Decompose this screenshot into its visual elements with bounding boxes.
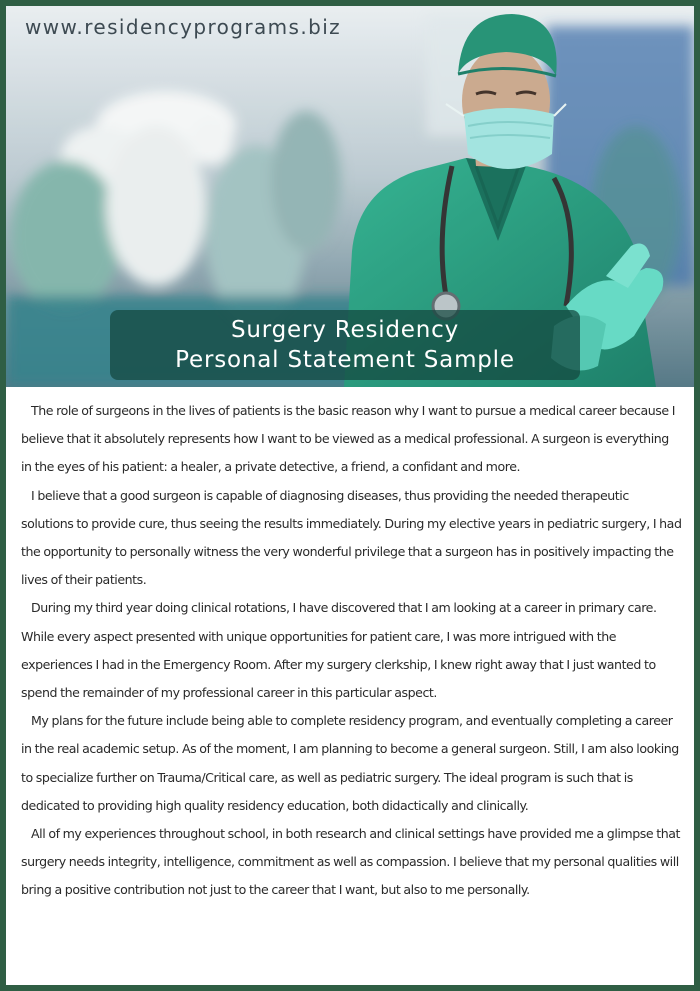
paragraph-4: My plans for the future include being able to complete residency program, and eventually completing a career in the real academic setup. As of the moment, I am planning to become a general surgeon. Still, I am also looking to specialize further on Trauma/Critical care, as well as pediatric surgery. The ideal program is such that is dedicated to providing high quality residency education, both didactically and clinically. [21, 713, 679, 813]
paragraph-5: All of my experiences throughout school, in both research and clinical settings have provided me a glimpse that surgery needs integrity, intelligence, commitment as well as compassion. I believe that my personal qualities will bring a positive contribution not just to the career that I want, but also to me personally. [21, 826, 681, 898]
paragraph-1: The role of surgeons in the lives of patients is the basic reason why I want to pursue a medical career because I believe that it absolutely represents how I want to be viewed as a medical professional. A surgeon is everything in the eyes of his patient: a healer, a private detective, a friend, a confidant and more. [21, 403, 676, 475]
statement-body [21, 397, 682, 905]
site-url: www.residencyprograms.biz [25, 15, 342, 39]
paragraph-2: I believe that a good surgeon is capable of diagnosing diseases, thus providing the needed therapeutic solutions to provide cure, thus seeing the results immediately. During my elective years in pediatric surgery, I had the opportunity to personally witness the very wonderful privilege that a surgeon has in positively impacting the lives of their patients. [21, 487, 682, 588]
title-line-1: Surgery Residency [230, 317, 459, 343]
hero-image [6, 6, 694, 387]
page-frame [6, 6, 694, 985]
title-banner [110, 310, 580, 380]
title-line-2: Personal Statement Sample [175, 347, 515, 373]
paragraph-3: During my third year doing clinical rotations, I have discovered that I am looking at a career in primary care. While every aspect presented with unique opportunities for patient care, I was more intrigued with the experiences I had in the Emergency Room. After my surgery clerkship, I knew right away that I just wanted to spend the remainder of my professional career in this particular aspect. [21, 600, 657, 701]
